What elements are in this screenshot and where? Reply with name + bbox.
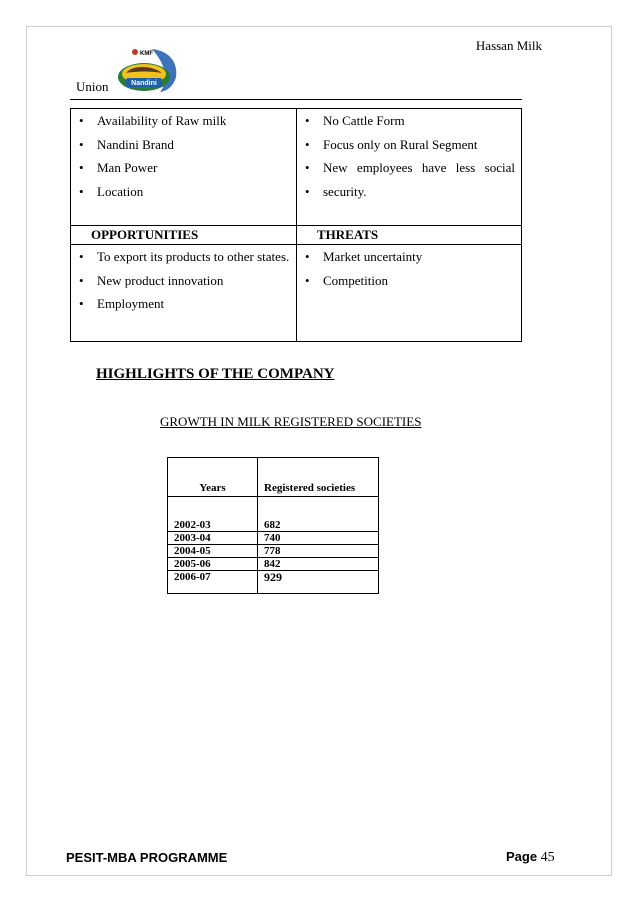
weakness-item: • Focus only on Rural Segment: [303, 133, 515, 157]
weakness-item-continued-text: security.: [323, 183, 367, 199]
swot-row-headings: [71, 226, 522, 245]
growth-table-header-row: [168, 458, 379, 497]
strengths-cell: [71, 109, 297, 226]
running-header-union: Union: [76, 79, 109, 94]
weaknesses-list: [303, 109, 515, 203]
nandini-logo: [112, 47, 178, 93]
strength-item: • Availability of Raw milk: [77, 109, 290, 133]
growth-table-caption: GROWTH IN MILK REGISTERED SOCIETIES: [160, 414, 422, 429]
table-row: [168, 545, 379, 558]
growth-table: [167, 457, 379, 594]
opportunity-item: • To export its products to other states.: [77, 245, 290, 269]
column-header-societies: Registered societies: [258, 458, 379, 497]
header-rule: [70, 99, 522, 100]
footer-page-number: 45: [540, 850, 555, 865]
societies-cell: 842: [258, 558, 379, 571]
table-row: [168, 497, 379, 532]
threats-list: [303, 245, 515, 292]
threats-heading: THREATS: [297, 226, 522, 245]
opportunities-cell: [71, 245, 297, 342]
running-header-title: Hassan Milk: [475, 38, 542, 53]
threats-cell: [297, 245, 522, 342]
weaknesses-cell: [297, 109, 522, 226]
threat-item: • Competition: [303, 269, 515, 293]
societies-cell: 682: [258, 497, 379, 532]
weakness-item-continued: [303, 180, 515, 204]
strengths-list: [77, 109, 290, 203]
year-cell: 2002-03: [168, 497, 258, 532]
societies-cell: 778: [258, 545, 379, 558]
year-cell: 2004-05: [168, 545, 258, 558]
opportunities-list: [77, 245, 290, 316]
strength-item: • Man Power: [77, 156, 290, 180]
highlights-heading: HIGHLIGHTS OF THE COMPANY: [96, 366, 335, 382]
swot-row-strengths-weaknesses: [71, 109, 522, 226]
societies-cell: 929: [258, 571, 379, 594]
year-cell: 2003-04: [168, 532, 258, 545]
svg-text:Nandini: Nandini: [131, 80, 157, 87]
opportunities-heading: OPPORTUNITIES: [71, 226, 297, 245]
weakness-item: • New employees have less social: [303, 156, 515, 180]
column-header-years: Years: [168, 458, 258, 497]
year-cell: 2006-07: [168, 571, 258, 594]
table-row: [168, 558, 379, 571]
strength-item: • Location: [77, 180, 290, 204]
table-row: [168, 571, 379, 594]
footer-programme: PESIT-MBA PROGRAMME: [66, 850, 228, 865]
year-cell: 2005-06: [168, 558, 258, 571]
table-row: [168, 532, 379, 545]
svg-text:KMF: KMF: [140, 51, 153, 57]
footer-page: [506, 849, 555, 866]
strength-item: • Nandini Brand: [77, 133, 290, 157]
footer-page-label: Page: [506, 849, 538, 864]
opportunity-item: • Employment: [77, 292, 290, 316]
swot-table: [70, 108, 522, 342]
opportunity-item: • New product innovation: [77, 269, 290, 293]
societies-cell: 740: [258, 532, 379, 545]
threat-item: • Market uncertainty: [303, 245, 515, 269]
swot-row-opportunities-threats: [71, 245, 522, 342]
weakness-item: • No Cattle Form: [303, 109, 515, 133]
